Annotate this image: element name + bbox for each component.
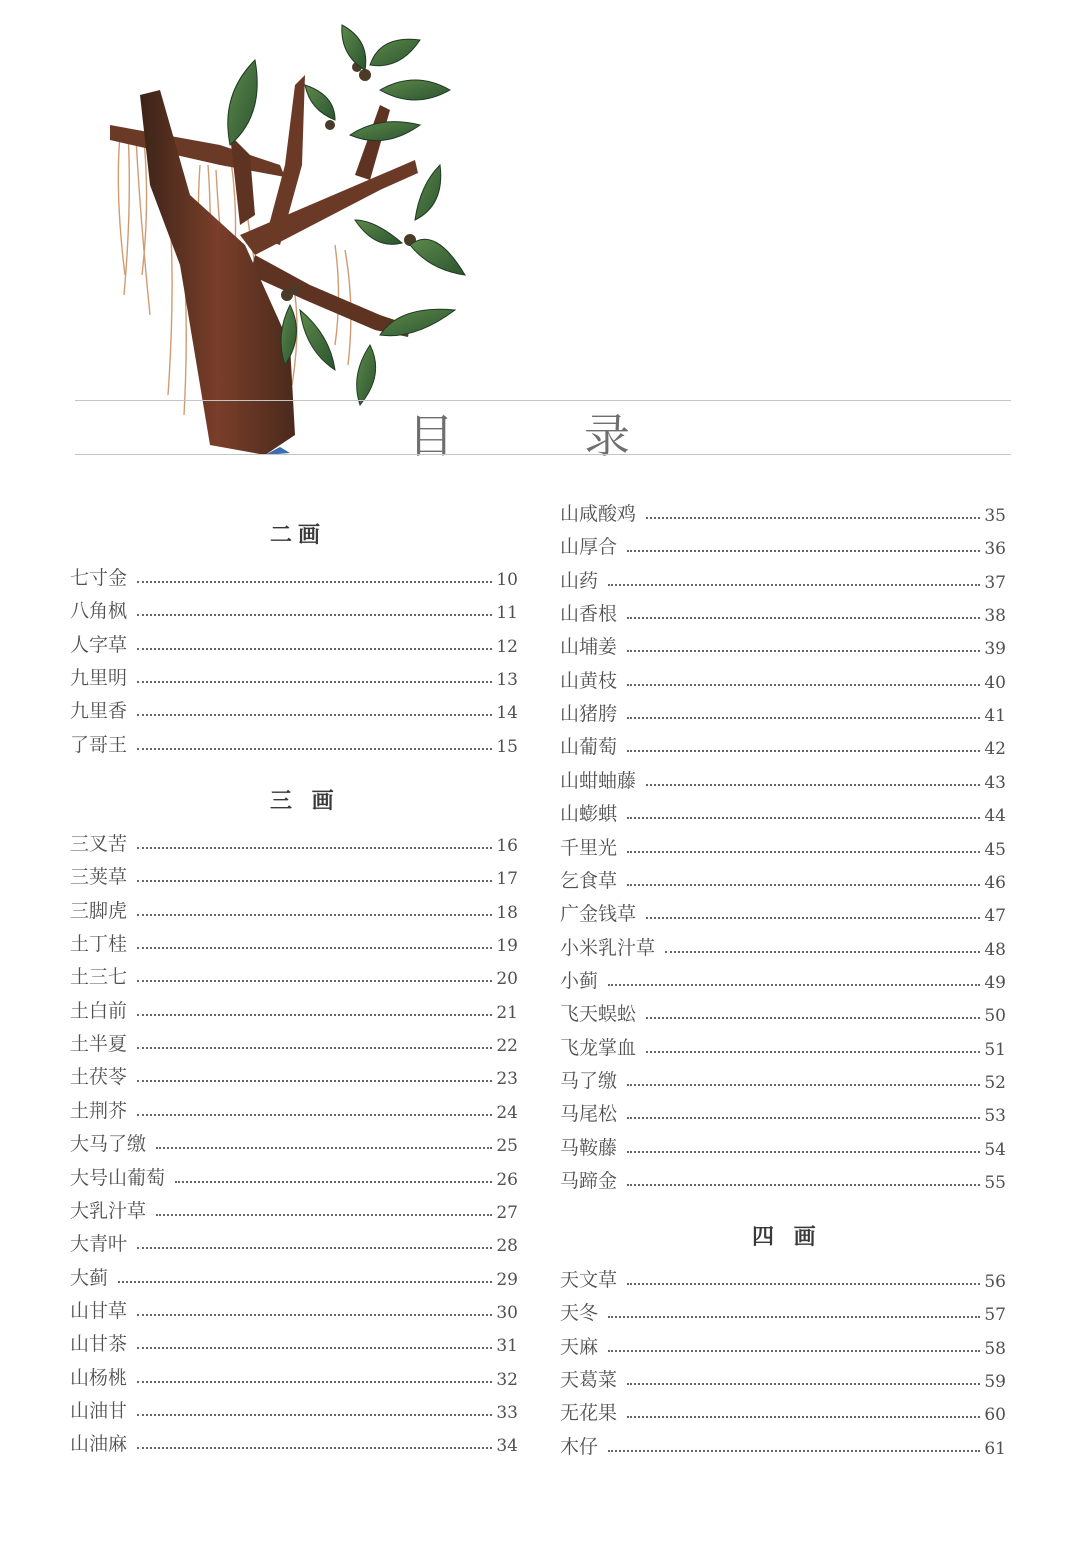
toc-entry[interactable] bbox=[70, 993, 518, 1023]
dot-leader bbox=[608, 1350, 980, 1352]
toc-entry[interactable] bbox=[70, 959, 518, 989]
toc-entry-name: 大号山葡萄 bbox=[70, 1166, 166, 1189]
toc-entry-name: 山油麻 bbox=[70, 1433, 128, 1456]
toc-entry-name: 三荚草 bbox=[70, 866, 128, 889]
toc-entry-name: 了哥王 bbox=[70, 733, 128, 756]
toc-entry[interactable] bbox=[70, 660, 518, 690]
dot-leader bbox=[627, 1184, 980, 1186]
toc-entry[interactable] bbox=[70, 893, 518, 923]
toc-entry-page-number: 14 bbox=[496, 703, 518, 724]
toc-entry[interactable] bbox=[70, 1293, 518, 1323]
dot-leader bbox=[137, 1080, 492, 1082]
toc-entry-name: 小蓟 bbox=[560, 969, 599, 992]
dot-leader bbox=[137, 947, 492, 949]
dot-leader bbox=[137, 1047, 492, 1049]
toc-entry[interactable] bbox=[560, 1163, 1006, 1193]
dot-leader bbox=[627, 717, 980, 719]
toc-entry-page-number: 34 bbox=[496, 1436, 518, 1457]
toc-entry[interactable] bbox=[560, 896, 1006, 926]
toc-entry-name: 马蹄金 bbox=[560, 1170, 618, 1192]
toc-entry[interactable] bbox=[560, 529, 1006, 559]
toc-entry-name: 土丁桂 bbox=[70, 933, 128, 956]
toc-entry-page-number: 43 bbox=[984, 772, 1006, 793]
toc-entry-name: 大蓟 bbox=[70, 1266, 109, 1289]
toc-entry-name: 天文草 bbox=[560, 1269, 618, 1291]
toc-entry[interactable] bbox=[70, 859, 518, 889]
toc-entry-page-number: 11 bbox=[496, 603, 518, 624]
dot-leader bbox=[627, 851, 980, 853]
dot-leader bbox=[608, 1450, 980, 1452]
toc-entry[interactable] bbox=[560, 863, 1006, 893]
toc-entry[interactable] bbox=[560, 1329, 1006, 1359]
dot-leader bbox=[646, 784, 980, 786]
dot-leader bbox=[646, 1017, 980, 1019]
toc-entry[interactable] bbox=[560, 1295, 1006, 1325]
toc-entry[interactable] bbox=[70, 593, 518, 623]
toc-entry-page-number: 44 bbox=[984, 806, 1006, 827]
toc-entry-name: 山厚合 bbox=[560, 536, 618, 559]
toc-entry-name: 山蟛蜞 bbox=[560, 803, 618, 826]
dot-leader bbox=[627, 1151, 980, 1153]
dot-leader bbox=[137, 1247, 492, 1249]
dot-leader bbox=[646, 517, 980, 519]
page-title: 目 录 bbox=[408, 409, 672, 463]
toc-entry-page-number: 45 bbox=[984, 839, 1006, 860]
toc-entry-name: 土白前 bbox=[70, 999, 128, 1022]
dot-leader bbox=[137, 581, 492, 583]
dot-leader bbox=[137, 614, 492, 616]
toc-entry-page-number: 36 bbox=[984, 539, 1006, 560]
dot-leader bbox=[627, 617, 980, 619]
toc-entry-name: 大青叶 bbox=[70, 1233, 128, 1256]
toc-entry[interactable] bbox=[560, 629, 1006, 659]
toc-entry-page-number: 60 bbox=[984, 1405, 1006, 1426]
toc-entry[interactable] bbox=[560, 930, 1006, 960]
toc-entry-name: 飞天蜈蚣 bbox=[560, 1003, 637, 1026]
dot-leader bbox=[137, 1014, 492, 1016]
toc-entry[interactable] bbox=[560, 1063, 1006, 1093]
toc-entry[interactable] bbox=[70, 1226, 518, 1256]
toc-entry[interactable] bbox=[70, 1026, 518, 1056]
section-heading: 三 画 bbox=[270, 788, 340, 814]
toc-entry[interactable] bbox=[560, 663, 1006, 693]
toc-entry-page-number: 48 bbox=[984, 939, 1006, 960]
toc-entry-page-number: 10 bbox=[496, 570, 518, 590]
dot-leader bbox=[137, 648, 492, 650]
dot-leader bbox=[627, 650, 980, 652]
toc-entry-name: 山杨桃 bbox=[70, 1366, 128, 1389]
toc-entry-name: 千里光 bbox=[560, 836, 618, 859]
toc-entry[interactable] bbox=[70, 1059, 518, 1089]
toc-entry-page-number: 22 bbox=[496, 1036, 518, 1057]
dot-leader bbox=[137, 1447, 492, 1449]
toc-entry[interactable] bbox=[70, 1093, 518, 1123]
toc-entry[interactable] bbox=[70, 1126, 518, 1156]
toc-entry-page-number: 49 bbox=[984, 972, 1006, 993]
toc-entry-name: 八角枫 bbox=[70, 600, 128, 623]
toc-entry-name: 山蚶蚰藤 bbox=[560, 769, 637, 792]
dot-leader bbox=[156, 1214, 492, 1216]
toc-entry[interactable] bbox=[560, 796, 1006, 826]
toc-entry-name: 大乳汁草 bbox=[70, 1199, 147, 1222]
toc-entry-page-number: 31 bbox=[496, 1336, 518, 1357]
dot-leader bbox=[137, 714, 492, 716]
dot-leader bbox=[137, 681, 492, 683]
toc-entry-page-number: 25 bbox=[496, 1136, 518, 1157]
dot-leader bbox=[608, 1316, 980, 1318]
toc-entry-page-number: 41 bbox=[984, 706, 1006, 727]
toc-entry-page-number: 28 bbox=[496, 1236, 518, 1257]
toc-entry-name: 马尾松 bbox=[560, 1103, 618, 1126]
toc-entry-page-number: 58 bbox=[984, 1338, 1006, 1359]
toc-entry-name: 土茯苓 bbox=[70, 1066, 128, 1089]
toc-entry-page-number: 42 bbox=[984, 739, 1006, 760]
section-heading: 四 画 bbox=[752, 1224, 822, 1250]
dot-leader bbox=[665, 951, 980, 953]
dot-leader bbox=[627, 550, 980, 552]
toc-entry-page-number: 30 bbox=[496, 1302, 518, 1323]
toc-entry-page-number: 56 bbox=[984, 1272, 1006, 1292]
dot-leader bbox=[137, 1414, 492, 1416]
dot-leader bbox=[137, 880, 492, 882]
toc-entry[interactable] bbox=[70, 1160, 518, 1190]
toc-entry-name: 广金钱草 bbox=[560, 903, 637, 926]
dot-leader bbox=[627, 1283, 980, 1285]
toc-entry-name: 山甘草 bbox=[70, 1299, 128, 1322]
toc-entry-name: 九里香 bbox=[70, 700, 128, 723]
toc-entry[interactable] bbox=[70, 1426, 518, 1456]
toc-entry-page-number: 23 bbox=[496, 1069, 518, 1090]
toc-entry[interactable] bbox=[70, 693, 518, 723]
toc-entry-name: 土三七 bbox=[70, 966, 128, 989]
dot-leader bbox=[137, 914, 492, 916]
toc-entry-name: 土荆芥 bbox=[70, 1099, 128, 1122]
toc-entry[interactable] bbox=[70, 826, 518, 856]
toc-entry-page-number: 39 bbox=[984, 639, 1006, 660]
toc-entry-name: 大马了缴 bbox=[70, 1133, 147, 1156]
toc-entry[interactable] bbox=[560, 563, 1006, 593]
toc-entry-name: 无花果 bbox=[560, 1402, 618, 1425]
toc-entry-page-number: 12 bbox=[496, 636, 518, 657]
toc-entry[interactable] bbox=[560, 696, 1006, 726]
toc-entry-name: 乞食草 bbox=[560, 869, 618, 892]
toc-entry-name: 木仔 bbox=[560, 1435, 599, 1458]
toc-entry-name: 人字草 bbox=[70, 633, 128, 656]
toc-entry-page-number: 54 bbox=[984, 1139, 1006, 1160]
toc-entry[interactable] bbox=[560, 1429, 1006, 1459]
dot-leader bbox=[137, 980, 492, 982]
toc-entry-name: 山葡萄 bbox=[560, 736, 618, 759]
toc-entry[interactable] bbox=[560, 729, 1006, 759]
toc-entry-page-number: 57 bbox=[984, 1305, 1006, 1326]
toc-entry-page-number: 13 bbox=[496, 670, 518, 691]
toc-entry-page-number: 18 bbox=[496, 902, 518, 923]
toc-entry-page-number: 55 bbox=[984, 1173, 1006, 1193]
dot-leader bbox=[646, 917, 980, 919]
toc-entry[interactable] bbox=[560, 830, 1006, 860]
dot-leader bbox=[118, 1281, 492, 1283]
toc-entry-page-number: 16 bbox=[496, 836, 518, 856]
toc-entry-page-number: 26 bbox=[496, 1169, 518, 1190]
toc-entry-name: 山甘茶 bbox=[70, 1333, 128, 1356]
dot-leader bbox=[175, 1181, 492, 1183]
toc-entry[interactable] bbox=[560, 763, 1006, 793]
toc-entry[interactable] bbox=[560, 1130, 1006, 1160]
toc-entry-name: 九里明 bbox=[70, 667, 128, 690]
toc-entry-page-number: 20 bbox=[496, 969, 518, 990]
dot-leader bbox=[627, 684, 980, 686]
dot-leader bbox=[627, 750, 980, 752]
dot-leader bbox=[627, 1383, 980, 1385]
toc-entry[interactable] bbox=[70, 926, 518, 956]
toc-entry-page-number: 46 bbox=[984, 872, 1006, 893]
dot-leader bbox=[137, 1114, 492, 1116]
toc-entry-page-number: 47 bbox=[984, 906, 1006, 927]
dot-leader bbox=[627, 817, 980, 819]
toc-entry[interactable] bbox=[70, 1393, 518, 1423]
toc-entry-page-number: 35 bbox=[984, 506, 1006, 526]
toc-entry[interactable] bbox=[70, 560, 518, 590]
toc-entry-page-number: 29 bbox=[496, 1269, 518, 1290]
toc-entry-name: 山埔姜 bbox=[560, 636, 618, 659]
toc-entry[interactable] bbox=[70, 1326, 518, 1356]
toc-entry-name: 山黄枝 bbox=[560, 669, 618, 692]
toc-entry[interactable] bbox=[560, 1395, 1006, 1425]
toc-entry-name: 山油甘 bbox=[70, 1399, 128, 1422]
toc-entry[interactable] bbox=[560, 1096, 1006, 1126]
toc-entry[interactable] bbox=[560, 496, 1006, 526]
toc-entry-name: 天葛菜 bbox=[560, 1369, 618, 1392]
dot-leader bbox=[137, 1314, 492, 1316]
toc-entry-page-number: 37 bbox=[984, 572, 1006, 593]
toc-entry-page-number: 40 bbox=[984, 672, 1006, 693]
toc-entry-page-number: 61 bbox=[984, 1438, 1006, 1459]
toc-entry-name: 三叉苦 bbox=[70, 833, 128, 855]
toc-entry-page-number: 32 bbox=[496, 1369, 518, 1390]
toc-entry-page-number: 50 bbox=[984, 1006, 1006, 1027]
toc-entry-page-number: 53 bbox=[984, 1106, 1006, 1127]
dot-leader bbox=[137, 1381, 492, 1383]
toc-entry-page-number: 59 bbox=[984, 1372, 1006, 1393]
toc-entry[interactable] bbox=[70, 1360, 518, 1390]
toc-entry[interactable] bbox=[560, 996, 1006, 1026]
toc-entry-name: 土半夏 bbox=[70, 1033, 128, 1056]
dot-leader bbox=[627, 1416, 980, 1418]
dot-leader bbox=[137, 1347, 492, 1349]
toc-entry-name: 山药 bbox=[560, 569, 599, 592]
dot-leader bbox=[608, 584, 980, 586]
toc-entry-name: 三脚虎 bbox=[70, 899, 128, 922]
toc-entry-name: 小米乳汁草 bbox=[560, 936, 656, 959]
toc-entry-page-number: 38 bbox=[984, 606, 1006, 627]
toc-entry-page-number: 21 bbox=[496, 1002, 518, 1023]
toc-entry-name: 山香根 bbox=[560, 603, 618, 626]
toc-entry[interactable] bbox=[560, 1030, 1006, 1060]
toc-entry[interactable] bbox=[560, 963, 1006, 993]
dot-leader bbox=[137, 748, 492, 750]
dot-leader bbox=[646, 1051, 980, 1053]
toc-entry-page-number: 15 bbox=[496, 736, 518, 757]
toc-entry[interactable] bbox=[560, 1362, 1006, 1392]
dot-leader bbox=[627, 1084, 980, 1086]
dot-leader bbox=[156, 1147, 492, 1149]
toc-entry-name: 天冬 bbox=[560, 1302, 599, 1325]
toc-entry-name: 马了缴 bbox=[560, 1069, 618, 1092]
toc-entry[interactable] bbox=[70, 727, 518, 757]
section-heading: 二画 bbox=[270, 522, 327, 548]
toc-entry-name: 天麻 bbox=[560, 1335, 599, 1358]
toc-entry-page-number: 24 bbox=[496, 1102, 518, 1123]
toc-entry-name: 飞龙掌血 bbox=[560, 1036, 637, 1059]
toc-entry-name: 山猪胯 bbox=[560, 703, 618, 726]
toc-entry-name: 七寸金 bbox=[70, 567, 128, 589]
toc-entry-page-number: 17 bbox=[496, 869, 518, 890]
toc-entry[interactable] bbox=[70, 1260, 518, 1290]
toc-entry-name: 马鞍藤 bbox=[560, 1136, 618, 1159]
dot-leader bbox=[608, 984, 980, 986]
toc-entry[interactable] bbox=[70, 627, 518, 657]
title-rule-bottom bbox=[75, 454, 1011, 455]
toc-entry[interactable] bbox=[70, 1193, 518, 1223]
dot-leader bbox=[137, 847, 492, 849]
toc-entry-name: 山咸酸鸡 bbox=[560, 503, 637, 525]
toc-entry[interactable] bbox=[560, 596, 1006, 626]
toc-entry[interactable] bbox=[560, 1262, 1006, 1292]
toc-entry-page-number: 52 bbox=[984, 1072, 1006, 1093]
toc-entry-page-number: 19 bbox=[496, 936, 518, 957]
dot-leader bbox=[627, 1117, 980, 1119]
toc-entry-page-number: 33 bbox=[496, 1402, 518, 1423]
toc-entry-page-number: 27 bbox=[496, 1202, 518, 1223]
dot-leader bbox=[627, 884, 980, 886]
toc-entry-page-number: 51 bbox=[984, 1039, 1006, 1060]
tree-illustration bbox=[80, 15, 480, 465]
